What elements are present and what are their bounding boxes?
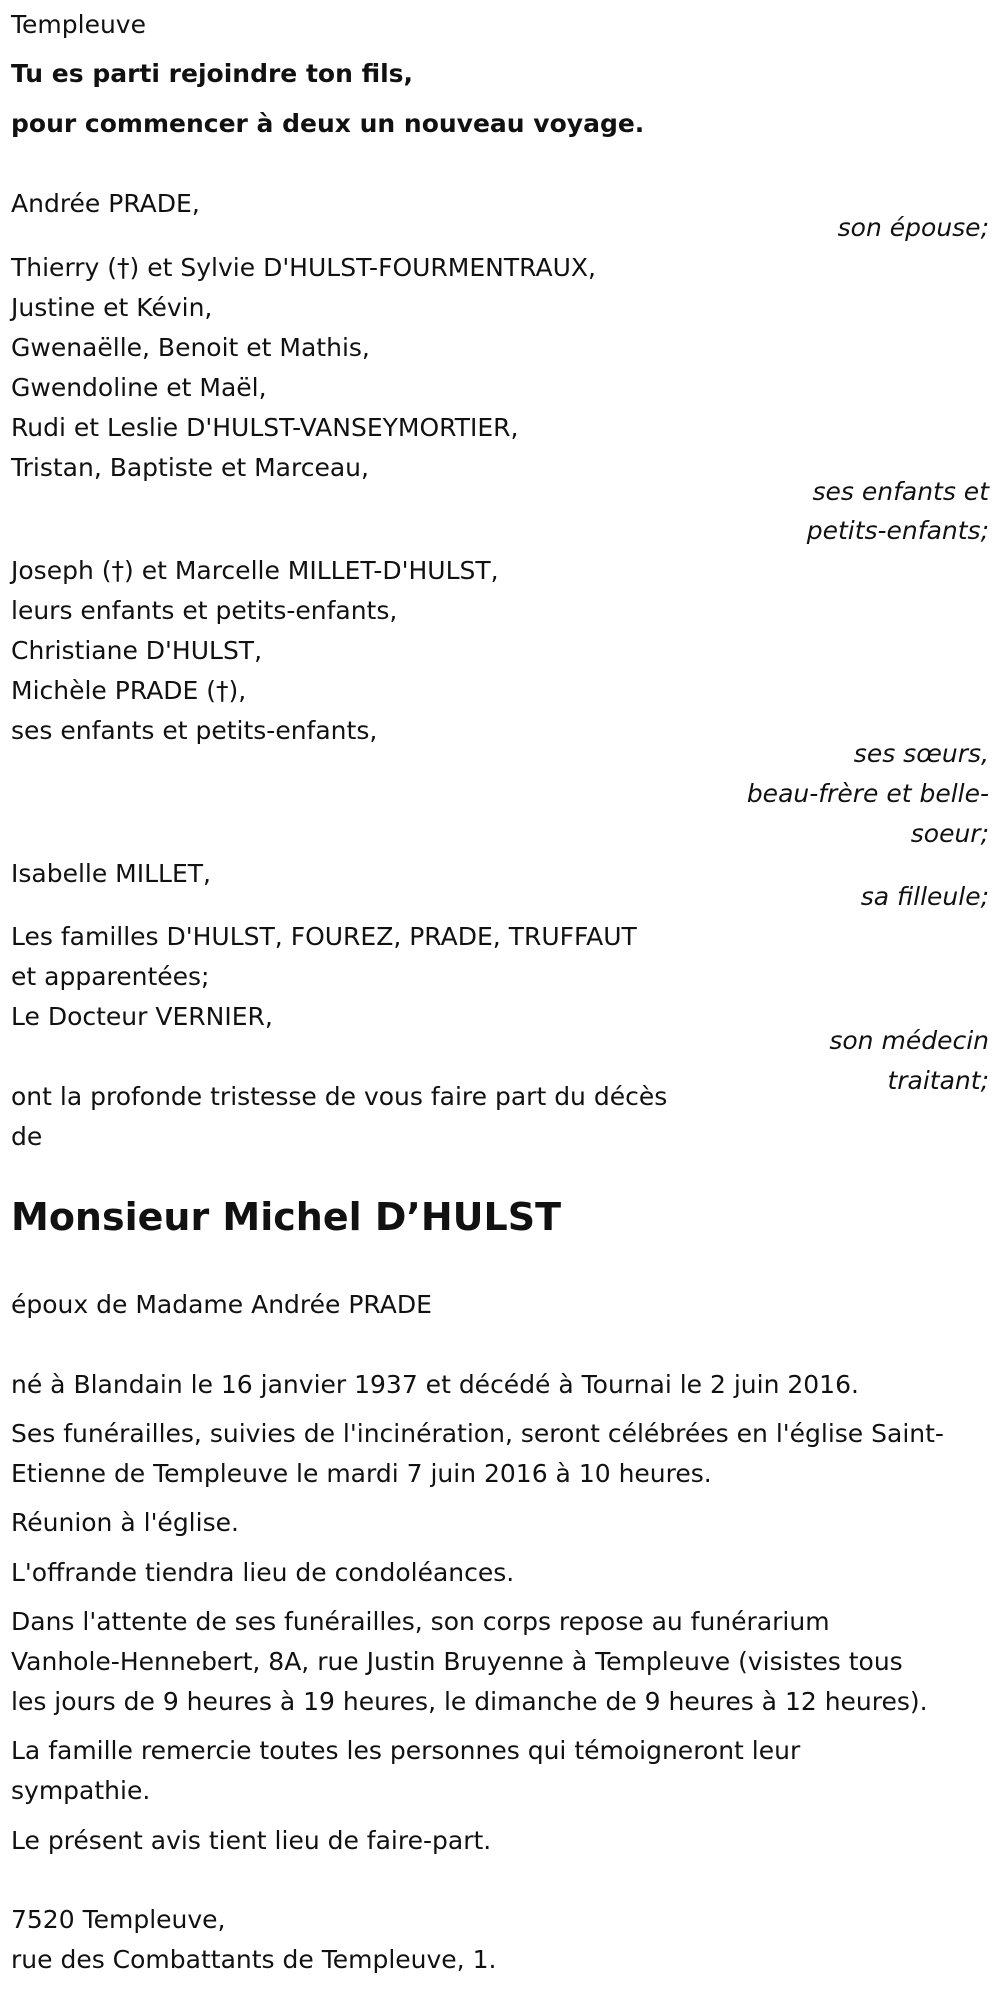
notice: Le présent avis tient lieu de faire-part. xyxy=(11,1826,492,1855)
families-line-2: et apparentées; xyxy=(11,962,210,991)
meeting: Réunion à l'église. xyxy=(11,1508,239,1537)
doctor-role-1: son médecin xyxy=(829,1026,989,1055)
thanks-line-1: La famille remercie toutes les personnes qui témoigneront leur xyxy=(11,1736,801,1765)
thanks-line-2: sympathie. xyxy=(11,1776,151,1805)
siblings-line-4: Michèle PRADE (†), xyxy=(11,676,247,705)
doctor-line: Le Docteur VERNIER, xyxy=(11,1002,273,1031)
siblings-role-3: soeur; xyxy=(910,819,989,848)
siblings-line-2: leurs enfants et petits-enfants, xyxy=(11,596,398,625)
children-role-2: petits-enfants; xyxy=(806,516,989,545)
goddaughter-role: sa filleule; xyxy=(860,882,989,911)
epigraph-line-1: Tu es parti rejoindre ton fils, xyxy=(11,59,414,88)
siblings-role-1: ses sœurs, xyxy=(853,739,989,768)
children-line-3: Gwenaëlle, Benoit et Mathis, xyxy=(11,333,370,362)
epigraph-line-2: pour commencer à deux un nouveau voyage. xyxy=(11,109,645,138)
siblings-line-3: Christiane D'HULST, xyxy=(11,636,263,665)
funeral-line-2: Etienne de Templeuve le mardi 7 juin 2016 à 10 heures. xyxy=(11,1459,712,1488)
funeral-line-1: Ses funérailles, suivies de l'incinération, seront célébrées en l'église Saint- xyxy=(11,1419,944,1448)
deceased-name: Monsieur Michel D’HULST xyxy=(11,1195,561,1239)
rest-line-3: les jours de 9 heures à 19 heures, le dimanche de 9 heures à 12 heures). xyxy=(11,1687,928,1716)
offering: L'offrande tiendra lieu de condoléances. xyxy=(11,1558,515,1587)
spouse-of: époux de Madame Andrée PRADE xyxy=(11,1290,432,1319)
doctor-role-2: traitant; xyxy=(887,1066,989,1095)
spouse-role: son épouse; xyxy=(837,213,989,242)
goddaughter-line: Isabelle MILLET, xyxy=(11,859,211,888)
families-line-1: Les familles D'HULST, FOUREZ, PRADE, TRUFFAUT xyxy=(11,922,637,951)
siblings-line-5: ses enfants et petits-enfants, xyxy=(11,716,378,745)
children-line-2: Justine et Kévin, xyxy=(11,293,213,322)
children-role-1: ses enfants et xyxy=(812,477,989,506)
rest-line-2: Vanhole-Hennebert, 8A, rue Justin Bruyenne à Templeuve (visistes tous xyxy=(11,1647,903,1676)
children-line-5: Rudi et Leslie D'HULST-VANSEYMORTIER, xyxy=(11,413,519,442)
announcement-line-2: de xyxy=(11,1122,43,1151)
birth-death: né à Blandain le 16 janvier 1937 et décédé à Tournai le 2 juin 2016. xyxy=(11,1370,859,1399)
children-line-1: Thierry (†) et Sylvie D'HULST-FOURMENTRAUX, xyxy=(11,253,596,282)
children-line-4: Gwendoline et Maël, xyxy=(11,373,267,402)
siblings-role-2: beau-frère et belle- xyxy=(746,779,989,808)
rest-line-1: Dans l'attente de ses funérailles, son corps repose au funérarium xyxy=(11,1607,830,1636)
location: Templeuve xyxy=(11,10,146,39)
children-line-6: Tristan, Baptiste et Marceau, xyxy=(11,453,369,482)
spouse-line: Andrée PRADE, xyxy=(11,189,200,218)
siblings-line-1: Joseph (†) et Marcelle MILLET-D'HULST, xyxy=(11,556,499,585)
announcement-line-1: ont la profonde tristesse de vous faire part du décès xyxy=(11,1082,668,1111)
address-line-2: rue des Combattants de Templeuve, 1. xyxy=(11,1945,497,1974)
address-line-1: 7520 Templeuve, xyxy=(11,1905,226,1934)
